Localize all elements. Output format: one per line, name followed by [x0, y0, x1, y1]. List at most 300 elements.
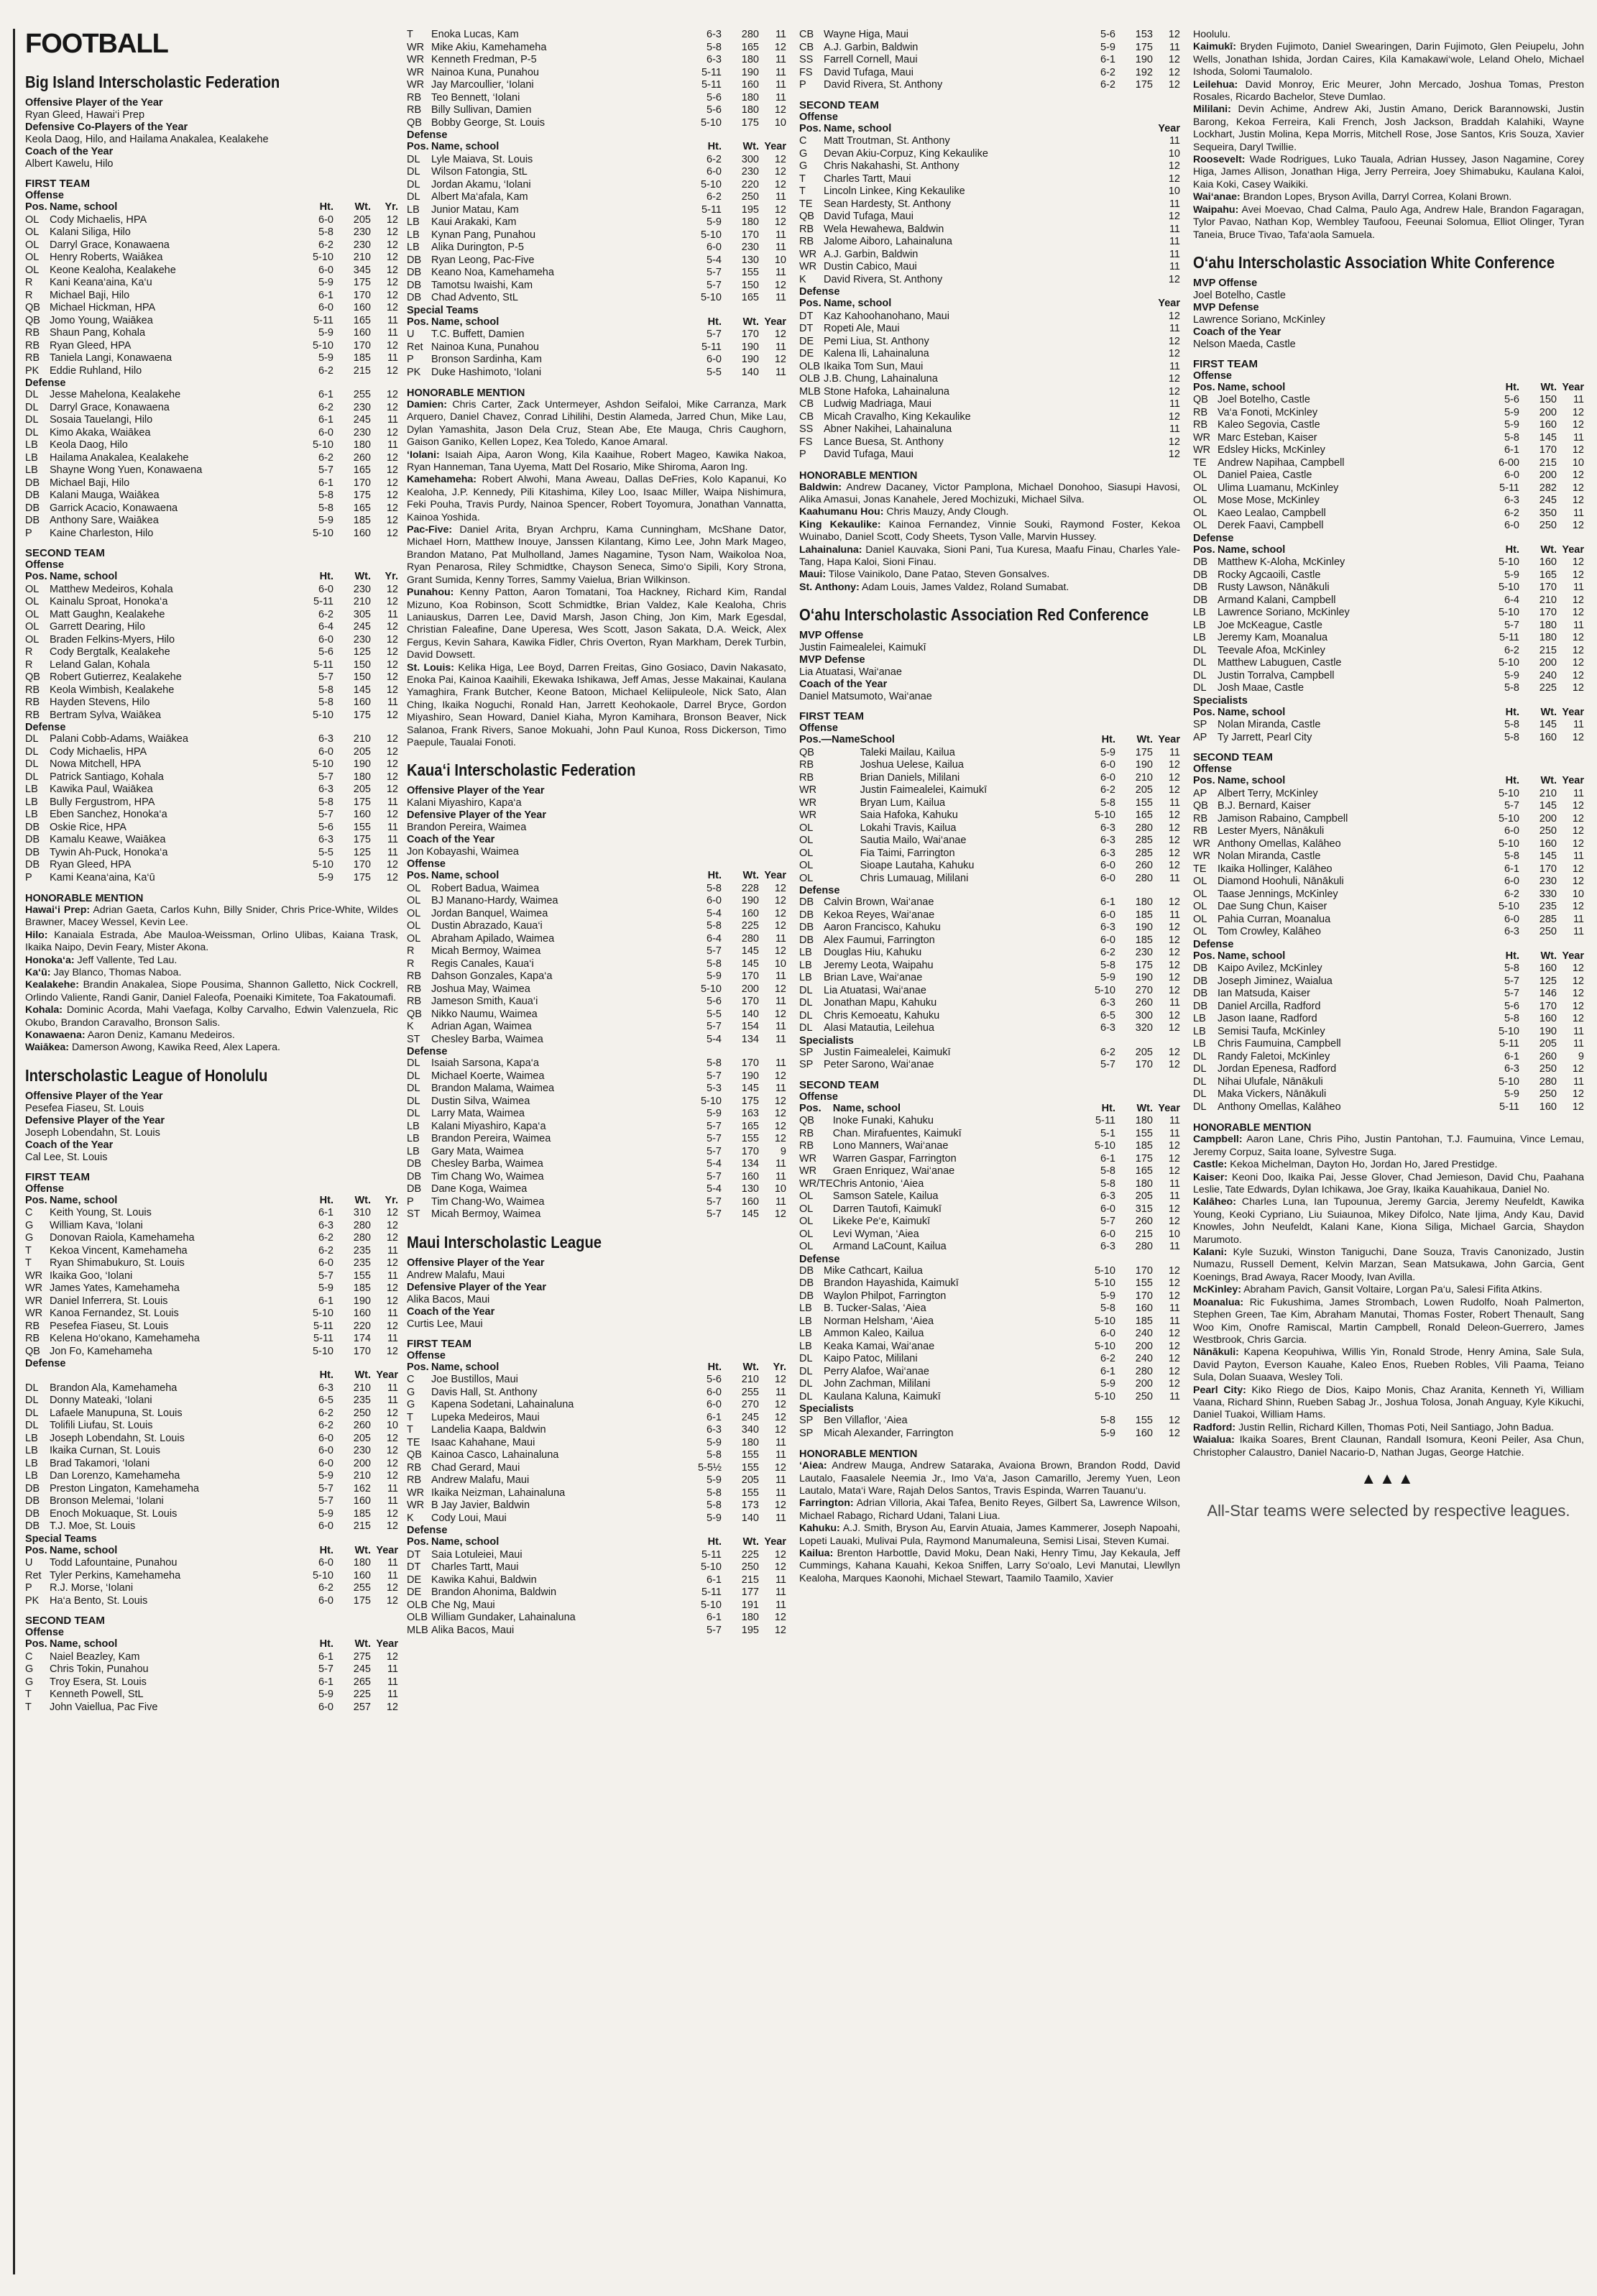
roster-cell: 270 [741, 1399, 759, 1411]
unit-heading: Offense [25, 1183, 64, 1195]
roster-cell: 200 [741, 983, 759, 995]
roster-cell: R [25, 289, 33, 301]
roster-table [25, 1545, 398, 1608]
roster-cell: Andrew Malafu, Maui [431, 1474, 530, 1487]
roster-cell: K [407, 1512, 414, 1524]
roster-cell: 5-9 [1100, 1378, 1115, 1390]
roster-row [25, 634, 398, 647]
roster-row [25, 452, 398, 465]
roster-cell: WR [407, 66, 425, 78]
roster-row [25, 427, 398, 440]
roster-cell: 5-9 [318, 515, 333, 526]
column-header: Name, school [431, 141, 500, 152]
column-header: Year [1158, 734, 1180, 746]
roster-row [799, 79, 1180, 92]
roster-cell: R [407, 945, 415, 958]
roster-cell: 6-0 [318, 1445, 333, 1457]
roster-row [407, 933, 786, 946]
roster-cell: 5-10 [312, 709, 333, 721]
roster-cell: 170 [1135, 1059, 1153, 1071]
award-title: Coach of the Year [407, 1305, 495, 1318]
player-names: Daniel Kauvaka, Sioni Pani, Tua Kuresa, Maafu Finau, Charles Yale-Tang, Hapa Kaloi, Sioni Finau. [799, 543, 1180, 568]
roster-cell: 5-9 [1100, 41, 1115, 53]
roster-cell: 280 [741, 932, 759, 945]
roster-row [25, 490, 398, 502]
roster-cell: 5-11 [313, 1320, 333, 1332]
roster-header-row [1193, 707, 1584, 720]
roster-cell: Ikaika Hollinger, Kalāheo [1218, 863, 1333, 875]
roster-cell: 170 [741, 229, 759, 241]
roster-cell: Charles Tartt, Maui [824, 173, 911, 185]
roster-cell: Ty Jarrett, Pearl City [1218, 731, 1312, 743]
roster-cell: 6-1 [1504, 1050, 1519, 1062]
roster-cell: OL [1193, 495, 1207, 507]
roster-cell: 12 [774, 1120, 786, 1132]
roster-cell: P [25, 1582, 32, 1594]
roster-cell: 6-1 [1100, 1365, 1115, 1377]
column-header: Year [376, 1544, 398, 1556]
award-winner: Pesefea Fiaseu, St. Louis [25, 1102, 144, 1114]
roster-cell: 11 [387, 414, 398, 426]
roster-cell: Randy Faletoi, McKinley [1218, 1050, 1330, 1062]
column-header: Name, school [1218, 543, 1286, 556]
roster-cell: LB [25, 809, 38, 820]
roster-row [407, 242, 786, 254]
award-winner: Jon Kobayashi, Waimea [407, 846, 519, 858]
roster-cell: 170 [353, 1345, 371, 1357]
roster-cell: 280 [1135, 872, 1153, 884]
roster-cell: 12 [774, 1208, 786, 1221]
roster-cell: 12 [386, 1407, 398, 1419]
roster-cell: 240 [1135, 1353, 1153, 1365]
column-header: Wt. [1540, 381, 1557, 393]
roster-cell: 11 [1169, 997, 1180, 1009]
roster-cell: 12 [386, 784, 398, 795]
roster-cell: OL [25, 213, 40, 226]
roster-cell: 12 [1168, 160, 1180, 172]
roster-cell: DE [407, 1586, 422, 1599]
roster-cell: 12 [386, 464, 398, 476]
roster-cell: 11 [1573, 913, 1584, 925]
roster-cell: 11 [775, 1512, 786, 1524]
roster-cell: 6-0 [318, 426, 333, 438]
roster-cell: Kaulana Kaluna, Kaimukī [824, 1390, 941, 1402]
roster-cell: 175 [353, 1594, 371, 1607]
roster-cell: Keith Young, St. Louis [50, 1207, 152, 1219]
unit-heading: Specialists [799, 1034, 854, 1047]
roster-cell: 12 [386, 745, 398, 758]
roster-table [25, 571, 398, 722]
roster-cell: TE [1193, 456, 1207, 469]
roster-cell: 6-0 [318, 1520, 333, 1533]
roster-cell: 180 [353, 1557, 371, 1569]
roster-cell: DB [25, 490, 40, 501]
roster-cell: 5-4 [707, 254, 722, 266]
roster-cell: OL [407, 932, 421, 945]
school-name: ‘Iolani: [407, 449, 440, 461]
roster-cell: 11 [1169, 198, 1180, 210]
roster-cell: 145 [1539, 850, 1557, 863]
unit-heading: Defense [799, 885, 840, 897]
roster-cell: Kaipo Patoc, Mililani [824, 1353, 918, 1365]
roster-cell: 230 [353, 226, 371, 238]
award-title: Defensive Player of the Year [25, 1114, 165, 1126]
roster-cell: 6-0 [1504, 520, 1519, 532]
roster-cell: Kalani Miyashiro, Kapa‘a [431, 1120, 546, 1132]
roster-cell [1115, 323, 1153, 336]
roster-cell: Landelia Kaapa, Baldwin [431, 1424, 546, 1436]
roster-cell [1082, 336, 1115, 349]
roster-row [407, 1449, 786, 1462]
roster-cell: QB [799, 211, 814, 222]
roster-cell: 5-9 [707, 1474, 722, 1487]
roster-row [25, 1270, 398, 1283]
roster-cell: 5-10 [1498, 787, 1519, 799]
unit-heading: Offense [1193, 369, 1232, 382]
roster-cell: QB [407, 116, 422, 129]
roster-cell: CB [799, 29, 814, 40]
roster-cell: 165 [353, 502, 371, 514]
roster-cell: WR [25, 1295, 43, 1307]
roster-row [25, 1257, 398, 1270]
roster-cell: Tom Crowley, Kalāheo [1218, 926, 1321, 938]
roster-cell: 5-7 [318, 671, 333, 683]
roster-cell: G [407, 1386, 415, 1398]
roster-cell: 5-11 [313, 658, 333, 671]
roster-cell: 185 [1135, 909, 1153, 921]
roster-cell: Donny Mateaki, ‘Iolani [50, 1395, 152, 1407]
roster-cell: 6-2 [1100, 947, 1115, 959]
roster-cell: A.J. Garbin, Baldwin [824, 41, 919, 53]
roster-cell: Brandon Ahonima, Baldwin [431, 1586, 557, 1599]
roster-cell: 245 [353, 1663, 371, 1676]
roster-cell: 220 [741, 178, 759, 190]
roster-cell: 12 [386, 1219, 398, 1231]
roster-cell: 11 [387, 796, 398, 808]
roster-cell: Anthony Omellas, Kalāheo [1218, 1101, 1341, 1113]
roster-cell: 11 [1169, 909, 1180, 921]
column-header: Pos.—Name [799, 734, 860, 746]
roster-row [407, 354, 786, 367]
roster-cell: 190 [1135, 759, 1153, 771]
roster-table [25, 733, 398, 884]
roster-row [1193, 508, 1584, 520]
roster-row [799, 747, 1180, 760]
roster-cell: WR/TE [799, 1177, 833, 1190]
roster-cell: OL [799, 847, 814, 859]
roster-cell: 145 [741, 958, 759, 970]
player-names: David Monroy, Eric Meurer, John Mercado, Joshua Tomas, Preston Rosales, Ricardo Bachelor, Steve Dumlao. [1193, 78, 1584, 104]
roster-cell: 230 [353, 583, 371, 595]
roster-cell: 6-2 [318, 1407, 333, 1419]
roster-cell: Lupeka Medeiros, Maui [431, 1411, 540, 1423]
roster-cell: Calvin Brown, Wai‘anae [824, 896, 934, 909]
roster-cell: 11 [387, 1495, 398, 1507]
roster-row [1193, 1001, 1584, 1014]
roster-cell: 160 [353, 809, 371, 820]
roster-cell: 255 [741, 1386, 759, 1398]
player-names: Kekoa Michelman, Dayton Ho, Jordan Ho, Jared Prestidge. [1230, 1159, 1498, 1171]
player-names: Chris Carter, Zack Untermeyer, Ashdon Seifaloi, Mike Carranza, Mark Arquero, Daniel Chavez, Conrad Lihilihi, Destin Alameda, Jarred Chun, Mike Lau, Dylan Yamashita, Jason Dela Cruz, Stean Abe, Ete Mauga, Chris Caughorn, Gaison Ganiko, Kellen Lopez, Kea Toledo, Kanoe Amaral. [407, 399, 786, 449]
award-title: Offensive Player of the Year [25, 97, 163, 109]
roster-cell: 11 [775, 1195, 786, 1208]
roster-cell: 190 [741, 1070, 759, 1082]
award-title: Coach of the Year [1193, 326, 1281, 338]
roster-cell: 5-9 [318, 277, 333, 288]
roster-row [25, 1495, 398, 1508]
roster-row [1193, 732, 1584, 745]
roster-cell: 5-8 [1100, 1303, 1115, 1315]
column-header: Wt. [1136, 1102, 1153, 1114]
column-header: Name, school [1218, 381, 1286, 393]
roster-cell: T [25, 1244, 32, 1257]
roster-row [25, 596, 398, 609]
roster-cell: 12 [774, 920, 786, 932]
roster-cell: 200 [353, 1457, 371, 1469]
honorable-mention-entry [25, 904, 398, 929]
roster-cell: 160 [1539, 1013, 1557, 1025]
roster-cell: 12 [1572, 594, 1584, 606]
roster-cell: G [799, 147, 808, 160]
roster-cell: Chesley Barba, Waimea [431, 1033, 543, 1045]
unit-heading: Offense [799, 111, 838, 123]
roster-cell: Regis Canales, Kaua‘i [431, 958, 534, 970]
roster-cell: 5-8 [1504, 431, 1519, 444]
roster-cell: Kalani Siliga, Hilo [50, 226, 131, 238]
roster-cell: LB [407, 1133, 420, 1145]
school-name: McKinley: [1193, 1284, 1242, 1296]
roster-cell: Ropeti Ale, Maui [824, 323, 900, 334]
roster-row [799, 873, 1180, 886]
roster-cell: 6-1 [707, 1612, 722, 1624]
roster-cell: 6-1 [318, 1207, 333, 1219]
roster-cell: 6-3 [1504, 926, 1519, 938]
award-title: Offensive Player of the Year [407, 785, 545, 797]
team-heading: FIRST TEAM [25, 1170, 90, 1183]
roster-cell: 12 [1168, 335, 1180, 347]
roster-cell: 130 [741, 254, 759, 266]
roster-cell: Micah Bermoy, Waimea [431, 945, 541, 958]
roster-cell: WR [25, 1282, 43, 1295]
roster-cell: Daniel Arcilla, Radford [1218, 1000, 1321, 1012]
roster-row [799, 822, 1180, 835]
roster-cell: 12 [774, 907, 786, 919]
roster-cell: 160 [741, 1195, 759, 1208]
roster-cell [1115, 173, 1153, 186]
roster-cell [1115, 361, 1153, 374]
column-header: Yr. [385, 1194, 398, 1206]
roster-cell: 180 [741, 91, 759, 104]
roster-row [25, 327, 398, 340]
roster-cell: 11 [387, 327, 398, 339]
roster-cell: 6-0 [318, 633, 333, 646]
column-header: Ht. [707, 870, 722, 882]
player-names: Kainoa Fernandez, Vinnie Souki, Raymond Foster, Kekoa Wuinabo, Daniel Scott, Cody Sheets, Tyson Valle, Marvin Hussey. [799, 518, 1180, 543]
roster-cell: 12 [774, 1500, 786, 1512]
roster-cell: 250 [1539, 825, 1557, 837]
roster-cell: 12 [1168, 947, 1180, 959]
roster-cell: LB [1193, 1038, 1206, 1050]
roster-cell: 6-0 [707, 1386, 722, 1398]
roster-cell: Jordan Epenesa, Radford [1218, 1063, 1337, 1075]
roster-cell: LB [407, 1120, 420, 1132]
column-header: Year [1562, 950, 1584, 962]
roster-cell: 12 [1168, 984, 1180, 996]
roster-cell: DL [25, 426, 39, 438]
roster-cell: WR [407, 41, 425, 53]
roster-cell: 6-2 [1504, 644, 1519, 656]
roster-cell: 11 [387, 314, 398, 326]
roster-table [25, 1195, 398, 1359]
roster-cell: OL [25, 621, 40, 633]
roster-cell: Graen Enriquez, Wai‘anae [832, 1165, 955, 1177]
roster-cell: 11 [1169, 223, 1180, 235]
roster-row [25, 1676, 398, 1689]
roster-cell: 5-10 [1498, 1075, 1519, 1088]
roster-cell: 5-10 [312, 339, 333, 352]
roster-cell: T [799, 173, 806, 185]
roster-cell: 205 [353, 213, 371, 226]
roster-cell: 6-0 [707, 166, 722, 178]
unit-heading: Offense [25, 1627, 64, 1639]
unit-heading: Defense [799, 286, 840, 298]
award-title: Defensive Player of the Year [407, 809, 546, 822]
column-header: Year [376, 1638, 398, 1650]
player-names: Kelika Higa, Lee Boyd, Darren Freitas, Gino Gosiaco, Davin Nakasato, Enoka Pai, Kainoa Kaaihili, Ekewaka Ishikawa, Jeff Amas, Jesse Makainai, Kaulana Yamaghira, Frank Butcher, Keone Batoon, Michael Keliipuleole, Nick Sato, Alan Ching, Ikaika Noguchi, Ronald Han, Jarrett Keohokaole, Darrel Bryce, Gordon Miyashiro, Sean Howard, Daniel Kiaha, Myron Kamihara, Bronson Beaver, Nick Salanoa, Frank Rivers, Sanoe Mokuahi, John Paul Kunoa, Ross Dickerson, Timo Paepule, Taualai Fonoti. [407, 661, 786, 748]
roster-cell: K [407, 1021, 414, 1033]
column-header: Wt. [1540, 706, 1557, 718]
roster-cell: SP [799, 1046, 814, 1058]
roster-cell: Palani Cobb-Adams, Waiākea [50, 733, 188, 745]
column-header: Year [764, 870, 786, 882]
roster-cell: 5-8 [707, 958, 722, 970]
page-title: FOOTBALL [25, 29, 168, 59]
roster-row [1193, 901, 1584, 914]
roster-cell: LB [407, 229, 420, 241]
roster-cell: 6-3 [707, 29, 722, 40]
roster-cell: QB [25, 314, 40, 326]
school-name: Radford: [1193, 1421, 1236, 1433]
roster-cell: 5-8 [707, 920, 722, 932]
roster-row [799, 1216, 1180, 1229]
roster-row [799, 436, 1180, 449]
roster-cell: Mike Akiu, Kamehameha [431, 41, 547, 53]
roster-cell: 5-11 [701, 66, 722, 78]
roster-cell: Kamalu Keawe, Waiākea [50, 834, 166, 845]
roster-cell: DL [25, 1395, 39, 1407]
roster-cell: Semisi Taufa, McKinley [1218, 1025, 1325, 1037]
roster-cell: LB [1193, 632, 1206, 644]
roster-cell: 6-5 [318, 1395, 333, 1407]
roster-cell: 5-11 [701, 79, 722, 91]
roster-cell: 12 [1168, 66, 1180, 78]
school-name: Kalāheo: [1193, 1196, 1236, 1208]
roster-cell: 12 [1572, 482, 1584, 494]
roster-row [407, 1612, 786, 1625]
unit-heading: Offense [407, 1349, 446, 1361]
roster-cell: Kaipo Avilez, McKinley [1218, 963, 1322, 975]
column-header: Year [1158, 122, 1180, 134]
roster-cell: DL [1193, 657, 1207, 669]
roster-cell: Kenneth Fredman, P-5 [431, 54, 537, 65]
roster-cell: Henry Roberts, Waiākea [50, 252, 163, 263]
roster-cell [1115, 249, 1153, 262]
roster-cell: DB [25, 859, 40, 871]
column-header: Year [764, 1536, 786, 1548]
roster-row [799, 261, 1180, 274]
award-winner: Lia Atuatasi, Wai‘anae [799, 666, 902, 679]
roster-cell: 180 [741, 1436, 759, 1448]
roster-cell: 185 [353, 1282, 371, 1295]
roster-cell: 5-9 [707, 1436, 722, 1448]
roster-cell: LB [407, 242, 420, 253]
roster-cell: 5-7 [318, 809, 333, 820]
roster-cell: WR [799, 261, 817, 272]
roster-row [407, 945, 786, 958]
award-list [407, 1257, 786, 1331]
roster-cell: 12 [386, 451, 398, 464]
roster-cell: 230 [1539, 876, 1557, 888]
roster-row [799, 249, 1180, 262]
roster-cell: DL [799, 1353, 813, 1365]
roster-cell: Naiel Beazley, Kam [50, 1650, 140, 1663]
roster-cell [1082, 436, 1115, 449]
column-header: Pos. [799, 1102, 821, 1114]
roster-row [799, 772, 1180, 785]
roster-cell: 11 [1169, 1390, 1180, 1402]
roster-row [407, 280, 786, 293]
roster-cell: Daniel Inferrera, St. Louis [50, 1295, 168, 1307]
roster-cell [1082, 373, 1115, 386]
roster-cell: Derek Faavi, Campbell [1218, 520, 1324, 532]
roster-cell: 12 [1168, 771, 1180, 784]
roster-cell: 12 [774, 329, 786, 340]
roster-cell: 12 [1168, 1340, 1180, 1352]
roster-cell: Darren Tautofi, Kaimukī [832, 1203, 942, 1215]
roster-table [25, 1638, 398, 1714]
roster-cell: Michael Koerte, Waimea [431, 1070, 545, 1082]
player-names: Wade Rodrigues, Luko Tauala, Adrian Hussey, Jason Nagamine, Corey Higa, James Allison, Jonathan Higa, Jerry Perreira, Joey Shimabuku, Kaulana Kaloi, Kaia Koki, Casey Waikiki. [1193, 154, 1584, 190]
school-name: Waialua: [1193, 1434, 1235, 1446]
roster-cell: 11 [775, 1158, 786, 1170]
roster-cell: OL [1193, 876, 1207, 888]
roster-row [799, 1115, 1180, 1128]
roster-row [407, 267, 786, 280]
roster-cell: 6-2 [318, 239, 333, 251]
roster-cell: 10 [1572, 456, 1584, 469]
roster-row [25, 214, 398, 227]
roster-cell: TE [407, 1436, 420, 1448]
column-header: School [860, 734, 895, 746]
column-header: Ht. [707, 1536, 722, 1548]
school-name: St. Louis: [407, 661, 455, 674]
roster-cell: Rusty Lawson, Nānākuli [1218, 582, 1330, 594]
roster-row [407, 1121, 786, 1134]
roster-cell: 165 [353, 464, 371, 476]
unit-heading: Defense [799, 1253, 840, 1265]
roster-cell: Joel Botelho, Castle [1218, 394, 1310, 406]
roster-cell: 260 [1539, 1050, 1557, 1062]
roster-cell: Tyler Perkins, Kamehameha [50, 1569, 181, 1581]
roster-cell: 5-10 [312, 859, 333, 871]
roster-cell: Joshua May, Waimea [431, 983, 530, 995]
roster-cell: 5-9 [707, 216, 722, 228]
honorable-mention-entry [799, 544, 1180, 569]
roster-cell: 210 [1539, 787, 1557, 799]
roster-cell: T [25, 1689, 32, 1701]
roster-cell: Jason Iaane, Radford [1218, 1013, 1317, 1025]
roster-cell [1115, 160, 1153, 173]
